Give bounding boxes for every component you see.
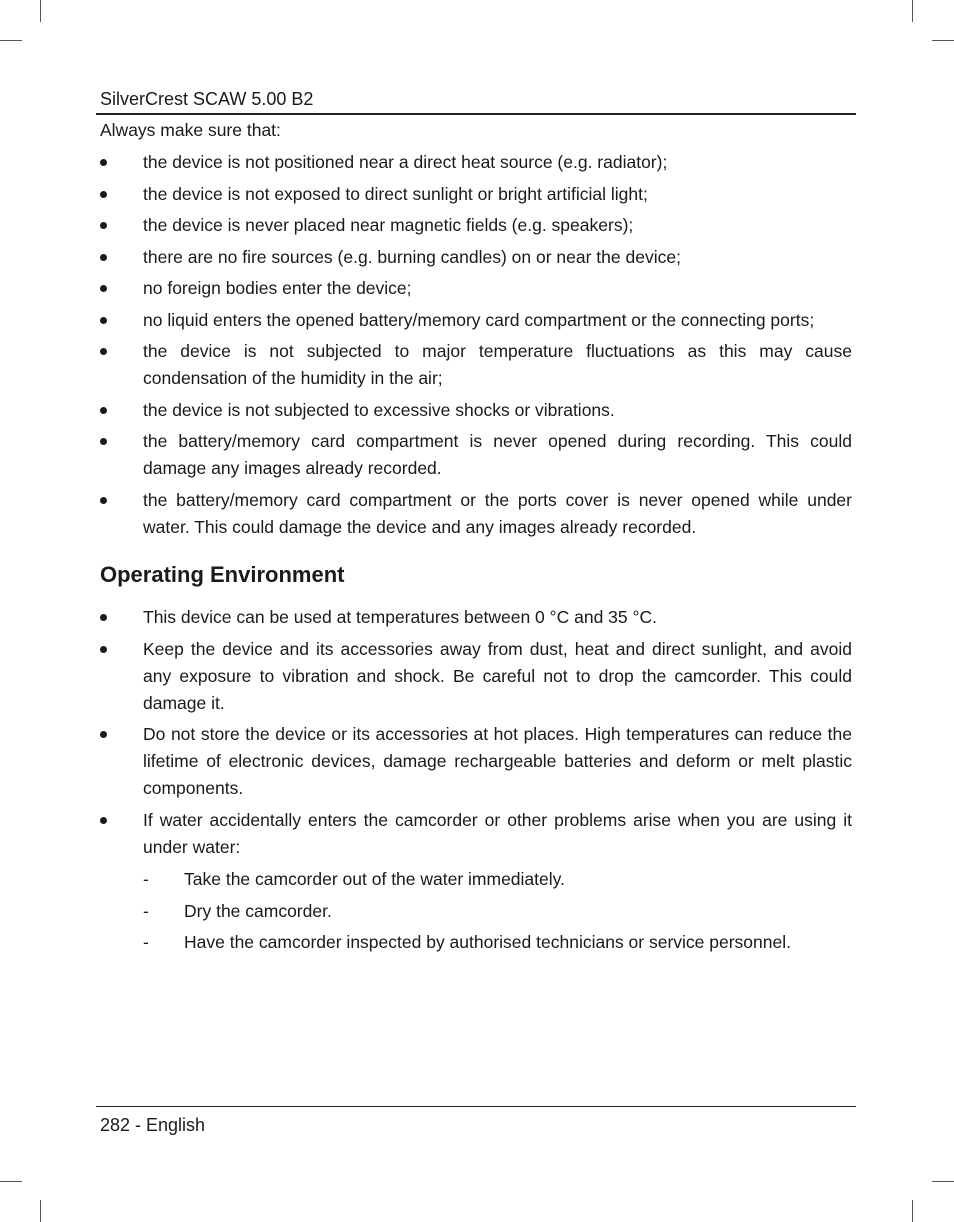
sub-list-item-text: Have the camcorder inspected by authorised technicians or service personnel. <box>184 932 791 952</box>
header-divider <box>96 113 856 115</box>
list-item-text: the device is not subjected to excessive shocks or vibrations. <box>143 399 615 420</box>
section-heading: Operating Environment <box>100 562 345 587</box>
list-item-text: the device is not subjected to major temperature fluctuations as this may cause condensation of the humidity in the air; <box>143 341 852 388</box>
list-item <box>100 604 852 631</box>
list-item-text: the device is never placed near magnetic fields (e.g. speakers); <box>143 215 634 235</box>
page-number: 282 - English <box>100 1115 206 1135</box>
dash-icon: - <box>143 900 149 921</box>
crop-mark <box>912 1200 913 1222</box>
list-item <box>100 721 852 802</box>
crop-mark <box>932 1181 954 1182</box>
list-item <box>100 428 852 482</box>
crop-mark <box>932 40 954 41</box>
list-item <box>100 181 852 208</box>
crop-mark <box>40 0 41 22</box>
sub-list-item-text: Take the camcorder out of the water immediately. <box>184 869 565 889</box>
list-item-text: no liquid enters the opened battery/memory card compartment or the connecting ports; <box>143 309 815 330</box>
crop-mark <box>0 1181 22 1182</box>
list-item-text: Do not store the device or its accessories at hot places. High temperatures can reduce the lifetime of electronic devices, damage rechargeable batteries and deform or melt plastic components. <box>143 724 852 798</box>
list-item-text: Keep the device and its accessories away from dust, heat and direct sunlight, and avoid any exposure to vibration and shock. Be careful not to drop the camcorder. This could damage it. <box>143 638 852 713</box>
list-item <box>100 487 852 541</box>
list-item <box>100 807 852 861</box>
crop-mark <box>0 40 22 41</box>
list-item-text: the device is not positioned near a direct heat source (e.g. radiator); <box>143 152 668 172</box>
bullet-icon <box>100 317 107 324</box>
list-item-text: This device can be used at temperatures between 0 °C and 35 °C. <box>143 607 658 627</box>
list-item-text: the battery/memory card compartment is never opened during recording. This could damage any images already recorded. <box>143 431 852 478</box>
dash-icon: - <box>143 932 149 952</box>
dash-icon: - <box>143 869 149 889</box>
list-item <box>100 275 852 302</box>
bullet-icon <box>100 646 107 653</box>
list-item <box>100 397 852 424</box>
list-item <box>100 307 852 334</box>
bullet-icon <box>100 348 107 355</box>
sub-list-item <box>143 929 853 956</box>
list-item-text: the device is not exposed to direct sunlight or bright artificial light; <box>143 183 648 204</box>
bullet-icon <box>100 254 107 261</box>
bullet-icon <box>100 159 107 166</box>
list-item-text: there are no fire sources (e.g. burning candles) on or near the device; <box>143 246 681 267</box>
list-item-text: no foreign bodies enter the device; <box>143 278 412 298</box>
bullet-icon <box>100 731 107 738</box>
page-header-title: SilverCrest SCAW 5.00 B2 <box>100 89 314 109</box>
crop-mark <box>40 1200 41 1222</box>
bullet-icon <box>100 407 107 414</box>
list-item <box>100 212 852 239</box>
bullet-icon <box>100 222 107 229</box>
water-steps-list <box>143 866 853 961</box>
list-item-text: the battery/memory card compartment or the ports cover is never opened while under water. This could damage the device and any images already recorded. <box>143 489 852 537</box>
sub-list-item-text: Dry the camcorder. <box>184 900 332 921</box>
sub-list-item <box>143 866 853 893</box>
list-item <box>100 149 852 176</box>
safety-list <box>100 149 852 545</box>
footer-divider <box>96 1106 856 1107</box>
bullet-icon <box>100 817 107 824</box>
list-item <box>100 636 852 717</box>
crop-mark <box>912 0 913 22</box>
bullet-icon <box>100 191 107 198</box>
bullet-icon <box>100 614 107 621</box>
bullet-icon <box>100 497 107 504</box>
list-item <box>100 338 852 392</box>
environment-list <box>100 604 852 865</box>
bullet-icon <box>100 285 107 292</box>
list-item <box>100 244 852 271</box>
intro-text: Always make sure that: <box>100 120 281 140</box>
list-item-text: If water accidentally enters the camcorder or other problems arise when you are using it under water: <box>143 809 852 857</box>
bullet-icon <box>100 438 107 445</box>
sub-list-item <box>143 898 853 925</box>
